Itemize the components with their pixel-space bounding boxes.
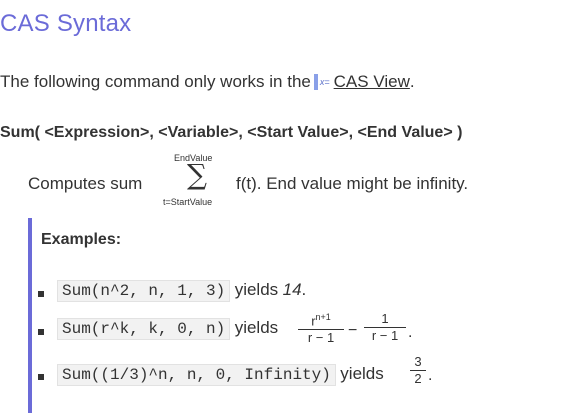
examples-accent-bar <box>28 218 32 413</box>
syntax-signature: Sum( <Expression>, <Variable>, <Start Value>, <End Value> ) <box>0 124 463 141</box>
fraction-2-numerator: 1 <box>381 311 389 326</box>
intro-prefix: The following command only works in the <box>0 72 311 91</box>
sigma-symbol: ∑ <box>187 158 207 191</box>
example-result: 14 <box>282 280 302 299</box>
minus-sign: − <box>348 322 358 339</box>
fraction-1-numerator: $r^{n+1}$ <box>311 312 331 329</box>
sum-lower-limit: t=StartValue <box>163 197 213 207</box>
intro-paragraph <box>0 72 415 92</box>
bullet-icon <box>38 329 44 335</box>
example-code: Sum(r^k, k, 0, n) <box>57 318 230 340</box>
fraction-1-denominator: r − 1 <box>307 330 335 346</box>
fraction-3-numerator: 3 <box>414 354 422 369</box>
example-yields: yields <box>340 364 384 383</box>
bullet-icon <box>38 291 44 297</box>
examples-heading: Examples: <box>41 231 122 248</box>
cas-view-link[interactable]: CAS View <box>333 72 410 91</box>
example-yields: yields <box>234 318 279 337</box>
sum-upper-limit: EndValue <box>174 153 213 163</box>
fraction-3 <box>410 355 426 386</box>
description-suffix: f(t). End value might be infinity. <box>236 174 469 193</box>
intro-suffix: . <box>409 72 415 91</box>
fraction-1 <box>298 310 344 345</box>
cas-view-icon: x= <box>314 74 330 90</box>
example-period: . <box>408 324 413 341</box>
page-title: CAS Syntax <box>0 10 132 37</box>
example-item <box>57 280 306 300</box>
description-prefix: Computes sum <box>28 174 143 193</box>
example-item <box>57 364 384 384</box>
fraction-2-denominator: r − 1 <box>371 328 399 343</box>
fraction-3-denominator: 2 <box>414 371 422 386</box>
fraction-2 <box>364 312 406 343</box>
example-period: . <box>428 367 433 384</box>
bullet-icon <box>38 374 44 380</box>
example-code: Sum((1/3)^n, n, 0, Infinity) <box>57 364 336 386</box>
example-code: Sum(n^2, n, 1, 3) <box>57 280 230 302</box>
example-period: . <box>301 280 307 299</box>
sum-formula <box>160 153 240 213</box>
example-yields: yields <box>234 280 279 299</box>
example-item <box>57 318 278 338</box>
